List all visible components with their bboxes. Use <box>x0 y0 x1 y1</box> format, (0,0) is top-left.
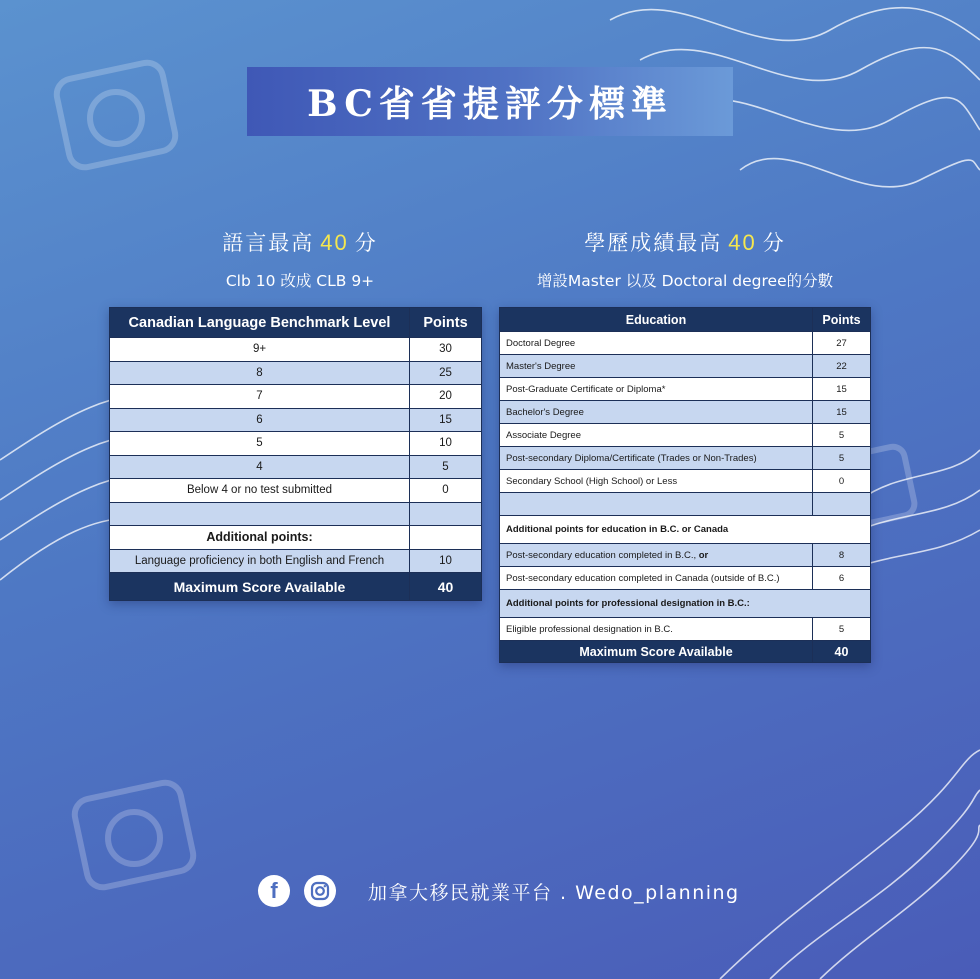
empty-cell <box>410 526 482 550</box>
table-row-empty <box>500 493 871 516</box>
table-row <box>500 470 871 493</box>
footer-text: 加拿大移民就業平台 . Wedo_planning <box>368 881 740 904</box>
points-cell: 10 <box>410 549 482 573</box>
table-row <box>500 424 871 447</box>
education-subheading: 增設Master 以及 Doctoral degree的分數 <box>536 272 834 290</box>
max-score-value: 40 <box>410 573 482 601</box>
education-points-table <box>499 307 871 663</box>
table-row <box>500 567 871 590</box>
points-cell: 5 <box>813 618 871 641</box>
language-heading-title <box>150 227 450 257</box>
education-cell <box>500 544 813 567</box>
points-cell: 30 <box>410 338 482 362</box>
language-heading-value: 40 <box>320 230 349 255</box>
education-heading-suffix: 分 <box>762 231 786 255</box>
table-row <box>500 544 871 567</box>
points-cell: 27 <box>813 332 871 355</box>
points-cell: 22 <box>813 355 871 378</box>
max-score-label: Maximum Score Available <box>110 573 410 601</box>
empty-cell <box>410 502 482 526</box>
points-cell: 5 <box>813 424 871 447</box>
points-cell: 15 <box>813 401 871 424</box>
points-cell: 5 <box>410 455 482 479</box>
level-cell: 7 <box>110 385 410 409</box>
footer <box>258 875 740 907</box>
language-subheading: Clb 10 改成 CLB 9+ <box>225 272 375 290</box>
education-cell: Master's Degree <box>500 355 813 378</box>
points-cell: 0 <box>410 479 482 503</box>
education-cell: Post-secondary Diploma/Certificate (Trades or Non-Trades) <box>500 447 813 470</box>
table-row <box>110 432 482 456</box>
additional-points-label: Additional points: <box>110 526 410 550</box>
empty-cell <box>813 493 871 516</box>
facebook-icon[interactable]: f <box>258 875 290 907</box>
max-score-label: Maximum Score Available <box>500 641 813 663</box>
level-cell: 5 <box>110 432 410 456</box>
table-row <box>500 332 871 355</box>
table-row <box>500 355 871 378</box>
table-row <box>110 479 482 503</box>
education-cell: Doctoral Degree <box>500 332 813 355</box>
language-heading-suffix: 分 <box>354 231 378 255</box>
level-cell: 6 <box>110 408 410 432</box>
table-header-row <box>110 308 482 338</box>
max-score-value: 40 <box>813 641 871 663</box>
empty-cell <box>110 502 410 526</box>
page-title: BC省省提評分標準 <box>307 83 673 125</box>
table-row <box>110 338 482 362</box>
table-row <box>500 618 871 641</box>
education-heading-title <box>485 227 885 257</box>
language-heading-prefix: 語言最高 <box>222 231 315 255</box>
language-points-table <box>109 307 482 601</box>
empty-cell <box>500 493 813 516</box>
table-row-empty <box>110 502 482 526</box>
title-banner <box>247 67 733 136</box>
table-row <box>110 361 482 385</box>
column-header: Canadian Language Benchmark Level <box>110 308 410 338</box>
points-cell: 0 <box>813 470 871 493</box>
points-cell: 15 <box>410 408 482 432</box>
level-cell: 4 <box>110 455 410 479</box>
education-cell: Secondary School (High School) or Less <box>500 470 813 493</box>
level-cell: 9+ <box>110 338 410 362</box>
column-header: Points <box>813 308 871 332</box>
table-row <box>500 401 871 424</box>
education-cell-bold: or <box>698 549 709 561</box>
table-footer-row <box>110 573 482 601</box>
education-cell: Post-secondary education completed in Canada (outside of B.C.) <box>500 567 813 590</box>
points-cell: 8 <box>813 544 871 567</box>
table-header-row <box>500 308 871 332</box>
section-label: Additional points for professional designation in B.C.: <box>500 590 871 618</box>
section-header-row <box>500 590 871 618</box>
level-cell: Language proficiency in both English and French <box>110 549 410 573</box>
education-cell: Post-Graduate Certificate or Diploma* <box>500 378 813 401</box>
education-heading-prefix: 學歷成績最高 <box>584 231 723 255</box>
points-cell: 5 <box>813 447 871 470</box>
education-heading-value: 40 <box>728 230 757 255</box>
table-row <box>110 455 482 479</box>
column-header: Education <box>500 308 813 332</box>
education-cell-text: Post-secondary education completed in B.C., <box>506 549 697 561</box>
table-row <box>500 378 871 401</box>
section-header-row <box>500 516 871 544</box>
education-heading <box>485 227 885 291</box>
table-row <box>110 385 482 409</box>
education-cell: Eligible professional designation in B.C. <box>500 618 813 641</box>
instagram-icon[interactable] <box>304 875 336 907</box>
section-label: Additional points for education in B.C. or Canada <box>500 516 871 544</box>
table-row <box>500 447 871 470</box>
points-cell: 15 <box>813 378 871 401</box>
additional-points-row <box>110 526 482 550</box>
points-cell: 20 <box>410 385 482 409</box>
points-cell: 10 <box>410 432 482 456</box>
table-row <box>110 408 482 432</box>
level-cell: 8 <box>110 361 410 385</box>
points-cell: 25 <box>410 361 482 385</box>
column-header: Points <box>410 308 482 338</box>
language-heading <box>150 227 450 291</box>
level-cell: Below 4 or no test submitted <box>110 479 410 503</box>
education-cell: Associate Degree <box>500 424 813 447</box>
table-row <box>110 549 482 573</box>
table-footer-row <box>500 641 871 663</box>
education-cell: Bachelor's Degree <box>500 401 813 424</box>
points-cell: 6 <box>813 567 871 590</box>
